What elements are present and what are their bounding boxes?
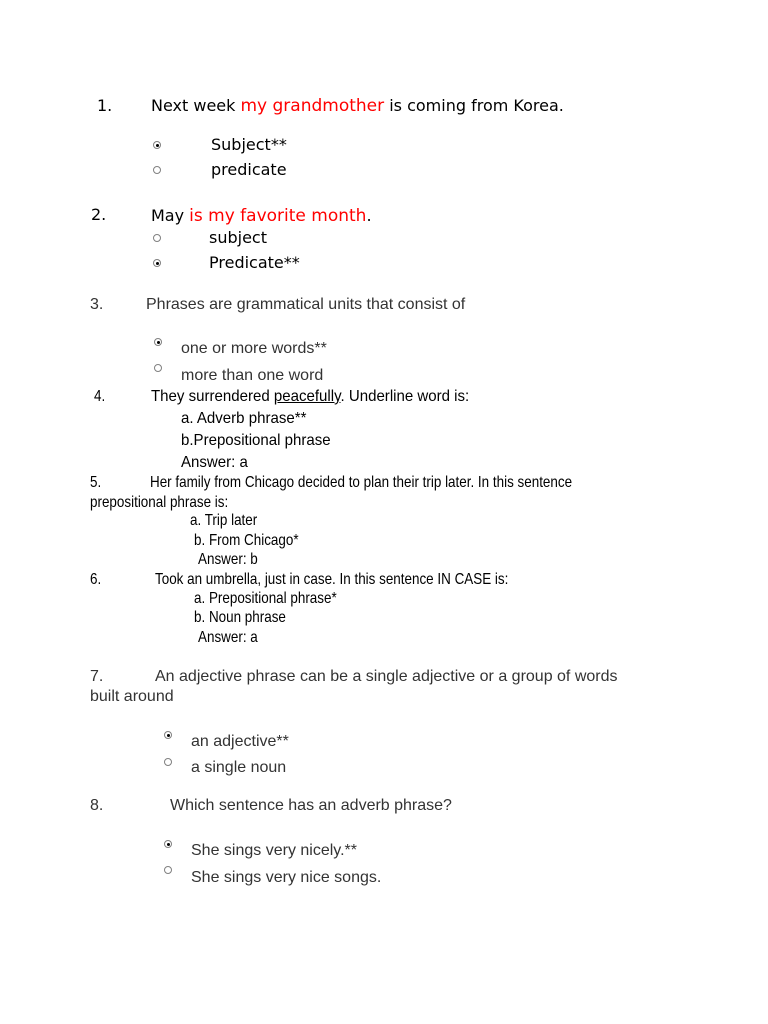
radio-button-selected[interactable] (153, 259, 161, 267)
question-text-line1: Her family from Chicago decided to plan their trip later. In this sentence (150, 474, 573, 491)
option-label: more than one word (181, 367, 324, 384)
radio-button[interactable] (164, 866, 172, 874)
option-label: She sings very nice songs. (191, 869, 382, 886)
radio-button[interactable] (164, 758, 172, 766)
radio-button-selected[interactable] (153, 141, 161, 149)
option-a: a. Adverb phrase** (181, 410, 307, 427)
option-a: a. Prepositional phrase* (194, 590, 337, 607)
option-label: a single noun (191, 759, 287, 776)
question-text-start: May (151, 206, 190, 225)
option-b: b.Prepositional phrase (181, 432, 331, 449)
question-text (151, 96, 564, 116)
underlined-word: peacefully (273, 388, 341, 405)
question-text: Which sentence has an adverb phrase? (170, 797, 452, 814)
question-number: 6. (90, 571, 102, 588)
question-number: 8. (90, 797, 104, 814)
question-text-end: . (366, 206, 372, 225)
question-number: 4. (94, 388, 106, 405)
answer-text: Answer: a (198, 629, 258, 646)
question-text-end: is coming from Korea. (384, 96, 564, 115)
question-text-line2: built around (90, 688, 174, 705)
radio-button-selected[interactable] (164, 731, 172, 739)
radio-button-selected[interactable] (164, 840, 172, 848)
option-label: predicate (211, 160, 287, 179)
highlighted-phrase: is my favorite month (189, 206, 367, 226)
answer-text: Answer: b (198, 551, 258, 568)
question-text-line2: prepositional phrase is: (90, 494, 229, 511)
option-label: one or more words** (181, 340, 327, 357)
option-b: b. Noun phrase (194, 609, 286, 626)
option-b: b. From Chicago* (194, 532, 299, 549)
question-text: Phrases are grammatical units that consist of (146, 296, 466, 313)
radio-button[interactable] (153, 234, 161, 242)
question-number: 1. (97, 96, 113, 115)
option-label: Subject** (211, 135, 287, 154)
question-number: 5. (90, 474, 102, 491)
question-text (151, 388, 469, 406)
question-text-start: They surrendered (151, 388, 274, 405)
radio-button[interactable] (154, 364, 162, 372)
radio-button[interactable] (153, 166, 161, 174)
question-text (151, 206, 372, 226)
question-number: 2. (91, 205, 107, 224)
question-text-end: . Underline word is: (340, 388, 470, 405)
question-text-start: Next week (151, 96, 241, 115)
question-text: Took an umbrella, just in case. In this sentence IN CASE is: (155, 571, 509, 588)
question-text-line1: An adjective phrase can be a single adjective or a group of words (155, 668, 618, 685)
highlighted-phrase: my grandmother (240, 96, 385, 116)
question-number: 3. (90, 296, 104, 313)
option-label: an adjective** (191, 733, 289, 750)
answer-text: Answer: a (181, 454, 248, 471)
radio-button-selected[interactable] (154, 338, 162, 346)
option-label: subject (209, 228, 267, 247)
question-number: 7. (90, 668, 104, 685)
option-a: a. Trip later (190, 512, 258, 529)
option-label: Predicate** (209, 253, 300, 272)
option-label: She sings very nicely.** (191, 842, 357, 859)
